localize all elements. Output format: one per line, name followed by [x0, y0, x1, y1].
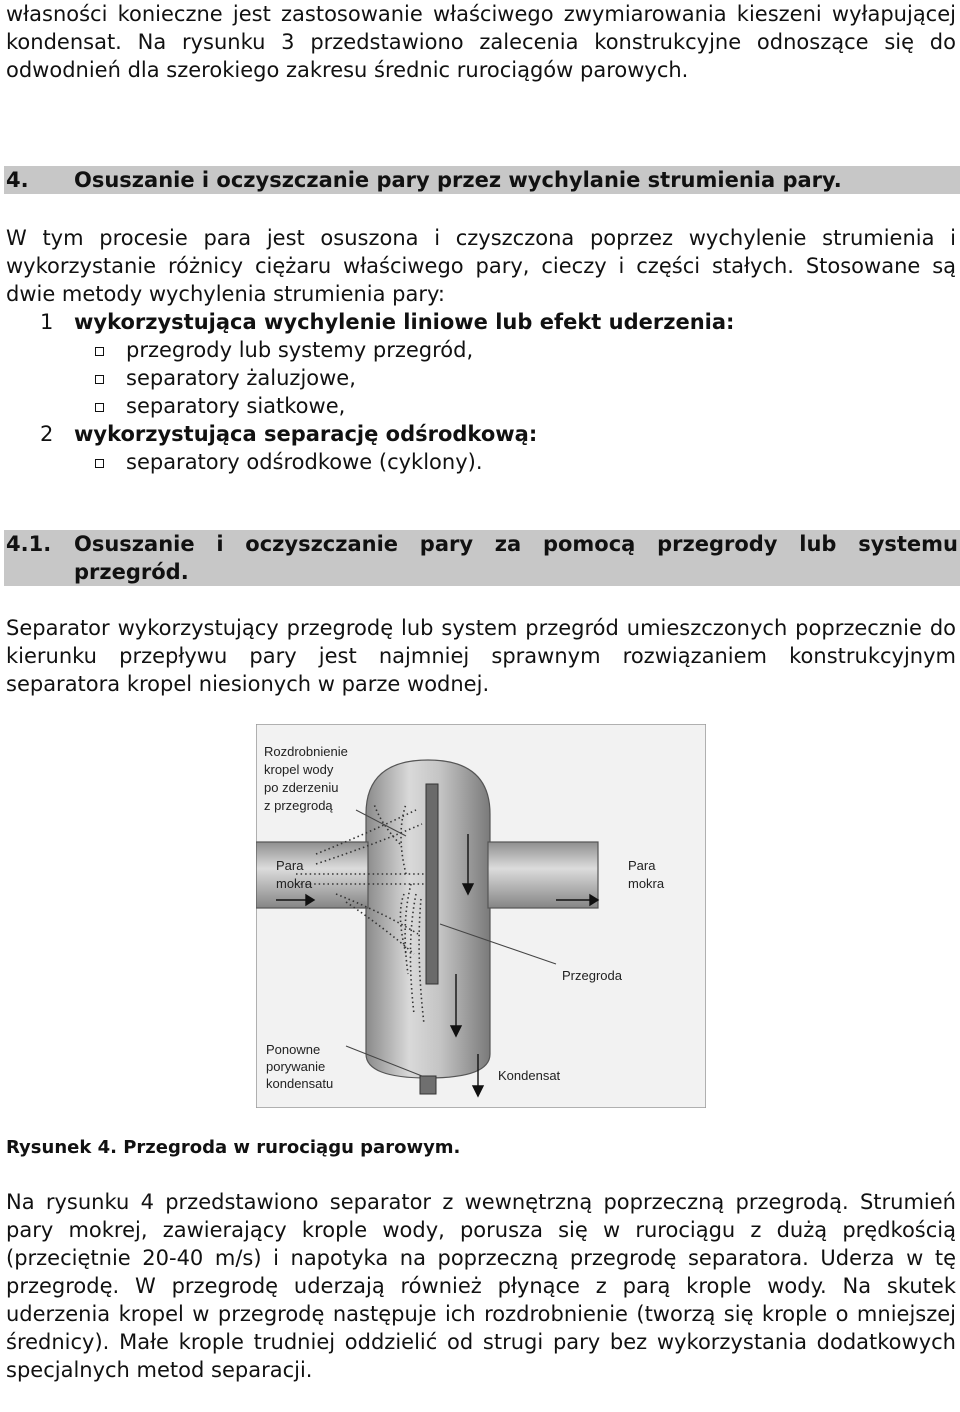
- baffle-separator-figure: [256, 724, 706, 1108]
- list-item: separatory żaluzjowe,: [40, 364, 734, 392]
- method-2-title: wykorzystująca separację odśrodkową:: [74, 422, 538, 446]
- section-4-1-title: Osuszanie i oczyszczanie pary za pomocą przegrody lub systemu przegród.: [74, 532, 958, 584]
- label-wet-steam-out: Para mokra: [628, 858, 665, 891]
- checkbox-bullet-icon: [95, 347, 104, 356]
- label-condensate: Kondensat: [498, 1068, 561, 1083]
- section-4-1-number: 4.1.: [6, 532, 52, 556]
- method-1-number: 1: [40, 310, 54, 334]
- list-item: separatory odśrodkowe (cyklony).: [40, 448, 734, 476]
- intro-paragraph: własności konieczne jest zastosowanie właściwego zwymiarowania kieszeni wyłapującej kondensat. Na rysunku 3 przedstawiono zalecenia konstrukcyjne odnoszące się do odwodnień dla szerokiego zakresu średnic rurociągów parowych.: [6, 2, 956, 82]
- checkbox-bullet-icon: [95, 375, 104, 384]
- method-1: [40, 308, 734, 336]
- figure-caption: Rysunek 4. Przegroda w rurociągu parowym.: [6, 1137, 461, 1158]
- label-fragmentation: Rozdrobnienie kropel wody po zderzeniu z przegrodą: [264, 744, 348, 813]
- methods-list: [40, 308, 734, 476]
- section-4-heading: [4, 166, 960, 194]
- method-1-title: wykorzystująca wychylenie liniowe lub efekt uderzenia:: [74, 310, 735, 334]
- outlet-pipe: [488, 842, 598, 908]
- section-4-1-paragraph: Separator wykorzystujący przegrodę lub system przegród umieszczonych poprzecznie do kierunku przepływu pary jest najmniej sprawnym rozwiązaniem konstrukcyjnym separatora kropel niesionych w parze wodnej.: [6, 616, 956, 696]
- section-4-1-heading: [4, 530, 960, 586]
- method-2: [40, 420, 734, 448]
- section-4-title: Osuszanie i oczyszczanie pary przez wychylanie strumienia pary.: [74, 168, 842, 192]
- section-4-paragraph: W tym procesie para jest osuszona i czyszczona poprzez wychylenie strumienia i wykorzystanie różnicy ciężaru właściwego pary, cieczy i części stałych. Stosowane są dwie metody wychylenia strumienia pary:: [6, 226, 956, 306]
- label-baffle: Przegroda: [562, 968, 622, 983]
- list-item: przegrody lub systemy przegród,: [40, 336, 734, 364]
- section-4-number: 4.: [6, 168, 29, 192]
- label-wet-steam-in: Para mokra: [276, 858, 313, 891]
- drain-outlet: [420, 1076, 436, 1094]
- final-paragraph: Na rysunku 4 przedstawiono separator z wewnętrzną poprzeczną przegrodą. Strumień pary mokrej, zawierający krople wody, porusza się w rurociągu z dużą prędkością (przeciętnie 20-40 m/s) i napotyka na poprzeczną przegrodę separatora. Uderza w tę przegrodę. W przegrodę uderzają również płynące z parą krople wody. Na skutek uderzenia kropel w przegrodę następuje ich rozdrobnienie (tworzą się krople o mniejszej średnicy). Małe krople trudniej oddzielić od strugi pary bez wykorzystania dodatkowych specjalnych metod separacji.: [6, 1190, 956, 1382]
- method-2-number: 2: [40, 422, 54, 446]
- label-reentrainment: Ponowne porywanie kondensatu: [266, 1042, 334, 1091]
- baffle: [426, 784, 438, 984]
- checkbox-bullet-icon: [95, 459, 104, 468]
- list-item: separatory siatkowe,: [40, 392, 734, 420]
- checkbox-bullet-icon: [95, 403, 104, 412]
